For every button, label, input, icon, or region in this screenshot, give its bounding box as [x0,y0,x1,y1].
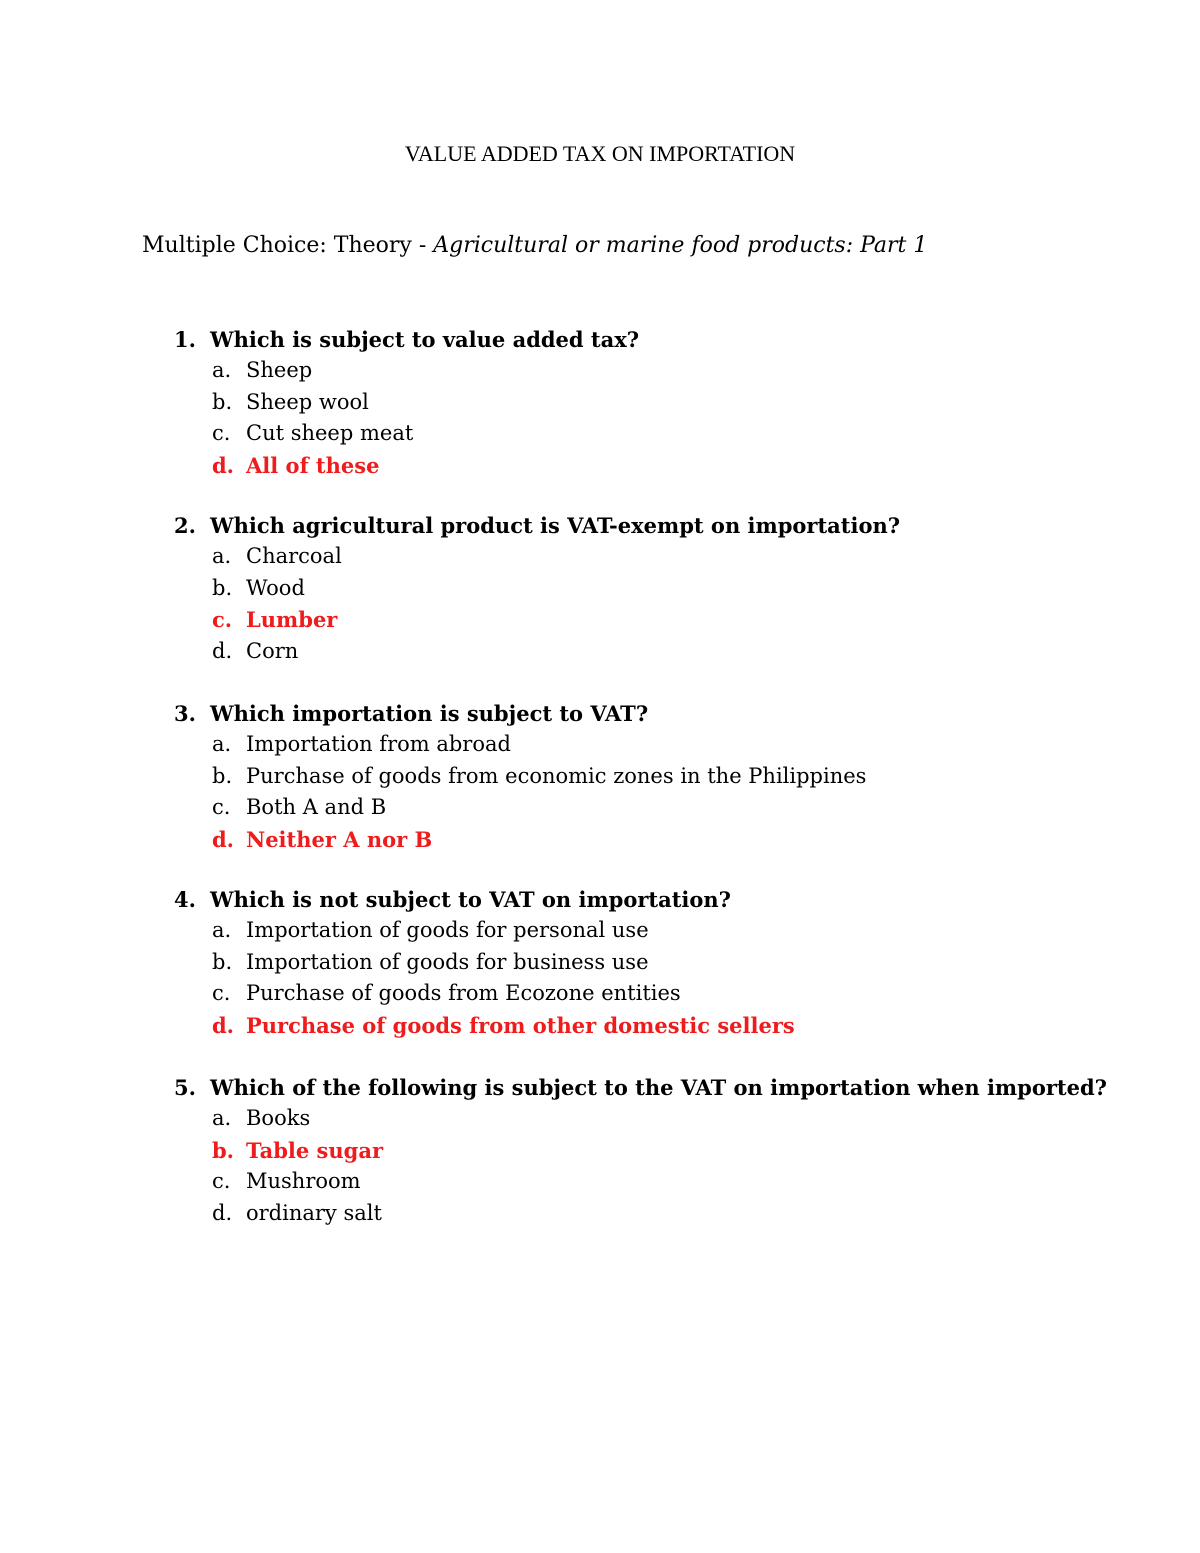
option-b [174,947,1154,979]
question-text: Which is not subject to VAT on importation? [210,887,731,912]
option-c [174,418,1154,450]
question-1 [174,325,1154,481]
option-text: Charcoal [246,544,342,568]
option-list [174,1103,1154,1229]
option-a [174,541,1154,573]
question-number: 2. [174,513,196,538]
option-d [174,1198,1154,1230]
option-c-correct-answer [174,604,1154,636]
option-text: Wood [246,575,305,600]
option-text: Purchase of goods from Ecozone entities [246,981,681,1005]
question-text: Which of the following is subject to the VAT on importation when imported? [210,1075,1107,1100]
question-text: Which importation is subject to VAT? [210,701,649,726]
option-letter: a. [212,1106,232,1130]
option-text: Importation of goods for business use [246,949,649,974]
option-b [174,573,1154,605]
option-b-correct-answer [174,1135,1154,1167]
option-letter: d. [212,1200,233,1225]
option-d-correct-answer [174,824,1154,856]
question-number: 5. [174,1075,196,1100]
option-letter: c. [212,421,231,445]
question-stem [174,1073,1154,1103]
option-letter: c. [212,1169,231,1193]
option-letter: d. [212,1012,234,1038]
option-letter: c. [212,607,233,632]
option-a [174,915,1154,947]
question-number: 4. [174,887,196,912]
option-text: Sheep [246,358,313,382]
option-text: Neither A nor B [246,826,433,852]
option-text: Mushroom [246,1169,361,1193]
question-stem [174,885,1154,915]
question-3 [174,699,1154,855]
option-letter: b. [212,575,233,600]
option-a [174,355,1154,387]
option-list [174,541,1154,667]
option-a [174,729,1154,761]
option-c [174,792,1154,824]
option-letter: d. [212,826,234,852]
question-text: Which is subject to value added tax? [210,327,640,352]
option-text: Both A and B [246,795,387,819]
question-number: 3. [174,701,196,726]
option-letter: b. [212,389,233,414]
question-text: Which agricultural product is VAT-exempt on importation? [210,513,901,538]
option-text: Importation of goods for personal use [246,918,649,942]
option-text: Purchase of goods from other domestic sellers [246,1012,795,1038]
option-letter: c. [212,981,231,1005]
question-2 [174,511,1154,667]
option-text: Books [246,1106,311,1130]
question-stem [174,699,1154,729]
option-text: ordinary salt [246,1200,382,1225]
option-text: Table sugar [246,1137,384,1163]
option-text: Corn [246,638,299,663]
option-letter: d. [212,452,234,478]
option-text: Sheep wool [246,389,369,414]
option-d-correct-answer [174,450,1154,482]
section-subtitle [142,232,927,260]
option-text: Purchase of goods from economic zones in the Philippines [246,763,867,788]
option-letter: b. [212,949,233,974]
option-letter: b. [212,763,233,788]
option-a [174,1103,1154,1135]
question-number: 1. [174,327,196,352]
option-letter: a. [212,358,232,382]
option-letter: a. [212,732,232,756]
option-b [174,761,1154,793]
option-b [174,387,1154,419]
question-5 [174,1073,1154,1229]
option-letter: d. [212,638,233,663]
subtitle-topic: Agricultural or marine food products: Part 1 [433,233,928,258]
subtitle-lead: Multiple Choice: Theory - [142,233,434,258]
document-title: VALUE ADDED TAX ON IMPORTATION [404,141,796,166]
option-c [174,978,1154,1010]
option-list [174,355,1154,481]
option-letter: a. [212,918,232,942]
option-d [174,636,1154,668]
option-text: Importation from abroad [246,732,511,756]
option-list [174,729,1154,855]
option-letter: b. [212,1137,234,1163]
option-letter: a. [212,544,232,568]
option-text: Cut sheep meat [246,421,414,445]
option-text: Lumber [246,607,338,632]
option-text: All of these [246,452,380,478]
option-c [174,1166,1154,1198]
question-stem [174,511,1154,541]
question-4 [174,885,1154,1041]
option-d-correct-answer [174,1010,1154,1042]
question-stem [174,325,1154,355]
option-letter: c. [212,795,231,819]
option-list [174,915,1154,1041]
